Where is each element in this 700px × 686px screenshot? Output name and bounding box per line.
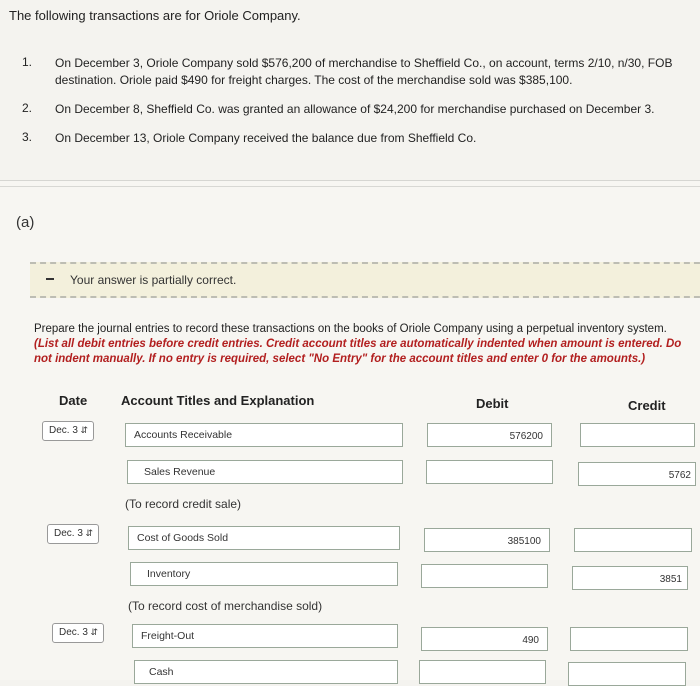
debit-amount-input[interactable] (426, 460, 553, 484)
debit-amount-input[interactable] (421, 564, 548, 588)
transaction-text: On December 13, Oriole Company received the balance due from Sheffield Co. (55, 131, 477, 145)
feedback-banner (30, 262, 700, 298)
transaction-number: 2. (22, 101, 33, 115)
date-value: Dec. 3 (54, 528, 83, 539)
chevron-updown-icon: ⇵ (80, 425, 88, 435)
debit-amount-input[interactable] (419, 660, 546, 684)
transaction-text: On December 8, Sheffield Co. was granted an allowance of $24,200 for merchandise purchased on December 3. (55, 102, 655, 116)
debit-account-input[interactable]: Freight-Out (132, 624, 398, 648)
date-value: Dec. 3 (59, 627, 88, 638)
debit-amount-input[interactable]: 576200 (427, 423, 552, 447)
debit-amount-input[interactable]: 490 (421, 627, 548, 651)
instructions (34, 322, 694, 367)
instructions-text: Prepare the journal entries to record these transactions on the books of Oriole Company using a perpetual inventory system. (34, 323, 667, 335)
date-header: Date (59, 393, 88, 408)
credit-account-input[interactable]: Inventory (130, 562, 398, 586)
credit-amount-input[interactable] (568, 662, 686, 686)
credit-account-input[interactable]: Sales Revenue (127, 460, 403, 484)
credit-account-input[interactable]: Cash (134, 660, 398, 684)
part-label: (a) (16, 214, 35, 231)
date-value: Dec. 3 (49, 425, 78, 436)
transaction-text: On December 3, Oriole Company sold $576,200 of merchandise to Sheffield Co., on account, terms 2/10, n/30, FOB destination. Oriole paid $490 for freight charges. The cost of the merchandise sold was $385,100. (55, 56, 673, 87)
partial-indicator-icon (46, 278, 54, 280)
credit-amount-input[interactable] (570, 627, 688, 651)
transaction-number: 3. (22, 130, 33, 144)
chevron-updown-icon: ⇵ (90, 627, 98, 637)
transaction-number: 1. (22, 55, 33, 69)
date-select[interactable] (47, 524, 99, 544)
debit-account-input[interactable]: Accounts Receivable (125, 423, 403, 447)
date-select[interactable] (42, 421, 94, 441)
feedback-message: Your answer is partially correct. (70, 273, 237, 287)
credit-amount-input[interactable] (574, 528, 692, 552)
credit-amount-input[interactable] (580, 423, 695, 447)
debit-amount-input[interactable]: 385100 (424, 528, 550, 552)
debit-account-input[interactable]: Cost of Goods Sold (128, 526, 400, 550)
debit-header: Debit (476, 396, 509, 411)
entry-note: (To record cost of merchandise sold) (128, 599, 323, 613)
credit-amount-input[interactable]: 3851 (572, 566, 688, 590)
intro-text: The following transactions are for Oriole Company. (9, 8, 301, 23)
account-header: Account Titles and Explanation (121, 393, 315, 408)
credit-header: Credit (628, 398, 666, 413)
divider (0, 186, 700, 187)
entry-note: (To record credit sale) (125, 497, 242, 511)
chevron-updown-icon: ⇵ (85, 528, 93, 538)
instructions-emphasis: (List all debit entries before credit entries. Credit account titles are automatically indented when amount is entered. Do not indent manually. If no entry is required, select "No Entry" for the account titles and enter 0 for the amounts.) (34, 338, 682, 365)
date-select[interactable] (52, 623, 104, 643)
credit-amount-input[interactable]: 5762 (578, 462, 696, 486)
